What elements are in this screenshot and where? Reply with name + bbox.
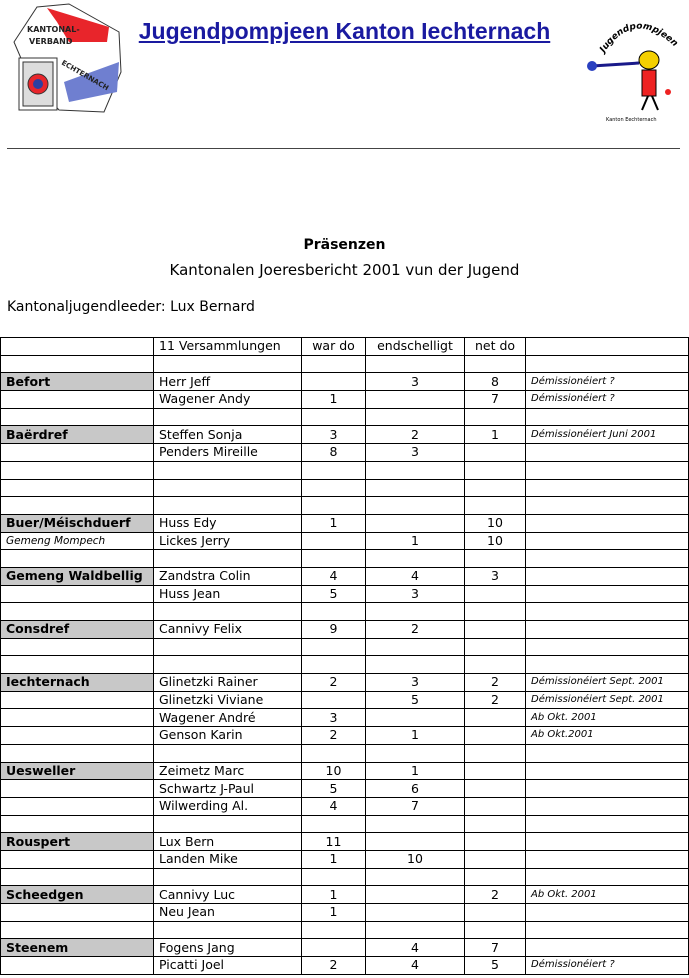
group-cell xyxy=(1,727,154,745)
present-count-cell xyxy=(302,691,366,709)
member-name-cell: Lux Bern xyxy=(154,833,302,851)
excused-count-cell xyxy=(366,391,465,409)
remark-cell xyxy=(526,939,689,957)
absent-count-cell xyxy=(465,762,526,780)
absent-count-cell: 2 xyxy=(465,674,526,692)
group-cell: Uesweller xyxy=(1,762,154,780)
kantonalverband-logo xyxy=(9,2,124,117)
table-row xyxy=(1,921,689,939)
member-name-cell: Wagener Andy xyxy=(154,391,302,409)
remark-cell xyxy=(526,797,689,815)
excused-count-cell xyxy=(366,514,465,532)
remark-cell xyxy=(526,744,689,762)
absent-count-cell: 7 xyxy=(465,939,526,957)
present-count-cell xyxy=(302,638,366,656)
remark-cell xyxy=(526,355,689,373)
remark-cell: Ab Okt.2001 xyxy=(526,727,689,745)
absent-count-cell xyxy=(465,444,526,462)
remark-cell xyxy=(526,833,689,851)
group-cell xyxy=(1,355,154,373)
member-name-cell xyxy=(154,815,302,833)
group-cell xyxy=(1,603,154,621)
absent-count-cell xyxy=(465,408,526,426)
excused-count-cell: 1 xyxy=(366,532,465,550)
absent-count-cell xyxy=(465,868,526,886)
group-cell xyxy=(1,408,154,426)
excused-count-cell: 2 xyxy=(366,426,465,444)
member-name-cell: Fogens Jang xyxy=(154,939,302,957)
present-count-cell xyxy=(302,479,366,497)
table-row xyxy=(1,603,689,621)
remark-cell xyxy=(526,514,689,532)
table-row xyxy=(1,904,689,922)
absent-count-cell xyxy=(465,797,526,815)
member-name-cell xyxy=(154,461,302,479)
remark-cell xyxy=(526,921,689,939)
present-count-cell: 9 xyxy=(302,621,366,639)
absent-count-cell xyxy=(465,497,526,515)
absent-count-cell: 10 xyxy=(465,514,526,532)
header-cell-excused: endschelligt xyxy=(366,338,465,356)
present-count-cell: 4 xyxy=(302,567,366,585)
table-row xyxy=(1,797,689,815)
excused-count-cell: 3 xyxy=(366,674,465,692)
excused-count-cell xyxy=(366,550,465,568)
absent-count-cell xyxy=(465,833,526,851)
svg-text:KANTONAL-: KANTONAL- xyxy=(27,25,80,34)
present-count-cell xyxy=(302,868,366,886)
present-count-cell: 11 xyxy=(302,833,366,851)
present-count-cell: 5 xyxy=(302,585,366,603)
group-cell xyxy=(1,550,154,568)
present-count-cell xyxy=(302,550,366,568)
header-cell-remark xyxy=(526,338,689,356)
excused-count-cell: 10 xyxy=(366,850,465,868)
document-title: Jugendpompjeen Kanton Iechternach xyxy=(138,18,551,44)
present-count-cell: 3 xyxy=(302,426,366,444)
member-name-cell xyxy=(154,744,302,762)
group-cell: Consdref xyxy=(1,621,154,639)
absent-count-cell: 3 xyxy=(465,567,526,585)
header-divider xyxy=(7,148,680,149)
remark-cell xyxy=(526,656,689,674)
table-row xyxy=(1,514,689,532)
remark-cell: Démissionéiert Sept. 2001 xyxy=(526,691,689,709)
report-subheading: Kantonalen Joeresbericht 2001 vun der Jugend xyxy=(169,261,520,279)
remark-cell: Démissionéiert ? xyxy=(526,957,689,975)
present-count-cell xyxy=(302,373,366,391)
present-count-cell xyxy=(302,532,366,550)
excused-count-cell xyxy=(366,603,465,621)
present-count-cell xyxy=(302,939,366,957)
remark-cell xyxy=(526,780,689,798)
excused-count-cell: 4 xyxy=(366,957,465,975)
member-name-cell: Cannivy Felix xyxy=(154,621,302,639)
group-cell: Buer/Méischduerf xyxy=(1,514,154,532)
remark-cell xyxy=(526,585,689,603)
excused-count-cell xyxy=(366,815,465,833)
group-cell: Iechternach xyxy=(1,674,154,692)
excused-count-cell xyxy=(366,355,465,373)
group-cell xyxy=(1,479,154,497)
group-cell xyxy=(1,957,154,975)
group-cell xyxy=(1,638,154,656)
present-count-cell: 1 xyxy=(302,514,366,532)
table-row xyxy=(1,497,689,515)
excused-count-cell: 3 xyxy=(366,373,465,391)
remark-cell xyxy=(526,603,689,621)
remark-cell xyxy=(526,532,689,550)
remark-cell: Démissionéiert Juni 2001 xyxy=(526,426,689,444)
absent-count-cell xyxy=(465,780,526,798)
absent-count-cell xyxy=(465,621,526,639)
absent-count-cell xyxy=(465,850,526,868)
remark-cell xyxy=(526,868,689,886)
absent-count-cell xyxy=(465,638,526,656)
member-name-cell: Lickes Jerry xyxy=(154,532,302,550)
excused-count-cell xyxy=(366,868,465,886)
table-row xyxy=(1,850,689,868)
member-name-cell xyxy=(154,868,302,886)
table-row xyxy=(1,444,689,462)
remark-cell: Démissionéiert ? xyxy=(526,373,689,391)
svg-text:VERBAND: VERBAND xyxy=(29,37,73,46)
remark-cell: Ab Okt. 2001 xyxy=(526,709,689,727)
member-name-cell: Cannivy Luc xyxy=(154,886,302,904)
group-cell xyxy=(1,585,154,603)
table-row xyxy=(1,727,689,745)
group-cell: Gemeng Mompech xyxy=(1,532,154,550)
absent-count-cell xyxy=(465,461,526,479)
member-name-cell xyxy=(154,921,302,939)
excused-count-cell xyxy=(366,497,465,515)
absent-count-cell: 5 xyxy=(465,957,526,975)
table-row xyxy=(1,957,689,975)
table-row xyxy=(1,656,689,674)
present-count-cell xyxy=(302,815,366,833)
excused-count-cell xyxy=(366,744,465,762)
group-cell xyxy=(1,850,154,868)
remark-cell xyxy=(526,762,689,780)
absent-count-cell xyxy=(465,744,526,762)
excused-count-cell: 4 xyxy=(366,939,465,957)
group-cell xyxy=(1,497,154,515)
group-cell xyxy=(1,868,154,886)
member-name-cell: Wagener André xyxy=(154,709,302,727)
table-row xyxy=(1,426,689,444)
group-cell xyxy=(1,444,154,462)
header-cell-meetings: 11 Versammlungen xyxy=(154,338,302,356)
excused-count-cell xyxy=(366,886,465,904)
absent-count-cell: 1 xyxy=(465,426,526,444)
member-name-cell: Zeimetz Marc xyxy=(154,762,302,780)
absent-count-cell xyxy=(465,921,526,939)
excused-count-cell xyxy=(366,461,465,479)
present-count-cell xyxy=(302,921,366,939)
absent-count-cell xyxy=(465,550,526,568)
member-name-cell: Wilwerding Al. xyxy=(154,797,302,815)
group-cell: Gemeng Waldbellig xyxy=(1,567,154,585)
present-count-cell: 8 xyxy=(302,444,366,462)
member-name-cell xyxy=(154,638,302,656)
header-cell-group xyxy=(1,338,154,356)
excused-count-cell: 7 xyxy=(366,797,465,815)
header-cell-absent: net do xyxy=(465,338,526,356)
excused-count-cell: 6 xyxy=(366,780,465,798)
group-cell xyxy=(1,656,154,674)
member-name-cell xyxy=(154,656,302,674)
member-name-cell: Huss Jean xyxy=(154,585,302,603)
absent-count-cell xyxy=(465,479,526,497)
remark-cell xyxy=(526,850,689,868)
present-count-cell: 2 xyxy=(302,957,366,975)
excused-count-cell xyxy=(366,656,465,674)
present-count-cell xyxy=(302,461,366,479)
present-count-cell: 1 xyxy=(302,850,366,868)
group-cell: Steenem xyxy=(1,939,154,957)
table-row xyxy=(1,833,689,851)
group-cell xyxy=(1,797,154,815)
member-name-cell xyxy=(154,603,302,621)
member-name-cell: Neu Jean xyxy=(154,904,302,922)
header-cell-present: war do xyxy=(302,338,366,356)
absent-count-cell xyxy=(465,603,526,621)
svg-text:ECHTERNACH: ECHTERNACH xyxy=(60,58,110,93)
present-count-cell: 4 xyxy=(302,797,366,815)
group-cell xyxy=(1,744,154,762)
group-cell xyxy=(1,904,154,922)
present-count-cell xyxy=(302,603,366,621)
table-row xyxy=(1,762,689,780)
absent-count-cell: 2 xyxy=(465,691,526,709)
remark-cell xyxy=(526,479,689,497)
present-count-cell: 2 xyxy=(302,727,366,745)
excused-count-cell: 1 xyxy=(366,727,465,745)
absent-count-cell xyxy=(465,656,526,674)
table-header-row xyxy=(1,338,689,356)
excused-count-cell: 4 xyxy=(366,567,465,585)
excused-count-cell xyxy=(366,904,465,922)
member-name-cell: Genson Karin xyxy=(154,727,302,745)
excused-count-cell xyxy=(366,709,465,727)
excused-count-cell: 1 xyxy=(366,762,465,780)
absent-count-cell xyxy=(465,904,526,922)
excused-count-cell: 5 xyxy=(366,691,465,709)
group-cell xyxy=(1,921,154,939)
svg-text:Jugendpompjeen: Jugendpompjeen xyxy=(598,21,680,55)
remark-cell xyxy=(526,904,689,922)
remark-cell: Ab Okt. 2001 xyxy=(526,886,689,904)
table-row xyxy=(1,532,689,550)
attendance-table xyxy=(0,337,689,975)
remark-cell xyxy=(526,567,689,585)
table-row xyxy=(1,621,689,639)
group-cell xyxy=(1,815,154,833)
member-name-cell: Picatti Joel xyxy=(154,957,302,975)
remark-cell xyxy=(526,550,689,568)
table-row xyxy=(1,886,689,904)
remark-cell xyxy=(526,408,689,426)
table-row xyxy=(1,391,689,409)
absent-count-cell xyxy=(465,585,526,603)
excused-count-cell: 3 xyxy=(366,444,465,462)
member-name-cell: Schwartz J-Paul xyxy=(154,780,302,798)
table-row xyxy=(1,939,689,957)
svg-text:Kanton Eechternach: Kanton Eechternach xyxy=(606,117,657,123)
present-count-cell xyxy=(302,656,366,674)
absent-count-cell xyxy=(465,727,526,745)
excused-count-cell xyxy=(366,408,465,426)
group-cell xyxy=(1,691,154,709)
present-count-cell xyxy=(302,408,366,426)
member-name-cell: Herr Jeff xyxy=(154,373,302,391)
excused-count-cell xyxy=(366,638,465,656)
group-cell xyxy=(1,461,154,479)
remark-cell: Démissionéiert ? xyxy=(526,391,689,409)
table-row xyxy=(1,868,689,886)
present-count-cell: 1 xyxy=(302,886,366,904)
present-count-cell xyxy=(302,355,366,373)
table-row xyxy=(1,709,689,727)
member-name-cell xyxy=(154,550,302,568)
absent-count-cell: 10 xyxy=(465,532,526,550)
group-cell: Befort xyxy=(1,373,154,391)
present-count-cell xyxy=(302,497,366,515)
member-name-cell xyxy=(154,479,302,497)
table-row xyxy=(1,479,689,497)
excused-count-cell xyxy=(366,833,465,851)
table-row xyxy=(1,585,689,603)
excused-count-cell xyxy=(366,921,465,939)
excused-count-cell: 3 xyxy=(366,585,465,603)
absent-count-cell: 7 xyxy=(465,391,526,409)
member-name-cell xyxy=(154,355,302,373)
table-row xyxy=(1,638,689,656)
table-row xyxy=(1,461,689,479)
member-name-cell: Glinetzki Viviane xyxy=(154,691,302,709)
table-row xyxy=(1,408,689,426)
absent-count-cell xyxy=(465,815,526,833)
table-row xyxy=(1,744,689,762)
group-cell xyxy=(1,709,154,727)
remark-cell xyxy=(526,444,689,462)
table-row xyxy=(1,567,689,585)
member-name-cell: Steffen Sonja xyxy=(154,426,302,444)
member-name-cell: Penders Mireille xyxy=(154,444,302,462)
remark-cell xyxy=(526,461,689,479)
member-name-cell: Huss Edy xyxy=(154,514,302,532)
table-row xyxy=(1,780,689,798)
section-heading: Präsenzen xyxy=(303,237,386,253)
remark-cell xyxy=(526,638,689,656)
member-name-cell: Glinetzki Rainer xyxy=(154,674,302,692)
member-name-cell: Landen Mike xyxy=(154,850,302,868)
table-row xyxy=(1,815,689,833)
jugendpompjeen-mascot-logo xyxy=(584,8,684,128)
table-row xyxy=(1,674,689,692)
remark-cell xyxy=(526,621,689,639)
member-name-cell xyxy=(154,408,302,426)
present-count-cell: 1 xyxy=(302,391,366,409)
excused-count-cell: 2 xyxy=(366,621,465,639)
absent-count-cell xyxy=(465,709,526,727)
group-cell: Rouspert xyxy=(1,833,154,851)
member-name-cell xyxy=(154,497,302,515)
absent-count-cell xyxy=(465,355,526,373)
group-cell xyxy=(1,391,154,409)
youth-leader-line: Kantonaljugendleeder: Lux Bernard xyxy=(7,299,255,315)
present-count-cell: 3 xyxy=(302,709,366,727)
group-cell: Baërdref xyxy=(1,426,154,444)
group-cell xyxy=(1,780,154,798)
absent-count-cell: 8 xyxy=(465,373,526,391)
present-count-cell: 2 xyxy=(302,674,366,692)
excused-count-cell xyxy=(366,479,465,497)
table-row xyxy=(1,550,689,568)
present-count-cell: 10 xyxy=(302,762,366,780)
present-count-cell: 5 xyxy=(302,780,366,798)
remark-cell xyxy=(526,815,689,833)
present-count-cell xyxy=(302,744,366,762)
table-row xyxy=(1,355,689,373)
present-count-cell: 1 xyxy=(302,904,366,922)
remark-cell xyxy=(526,497,689,515)
table-row xyxy=(1,373,689,391)
absent-count-cell: 2 xyxy=(465,886,526,904)
table-row xyxy=(1,691,689,709)
remark-cell: Démissionéiert Sept. 2001 xyxy=(526,674,689,692)
group-cell: Scheedgen xyxy=(1,886,154,904)
member-name-cell: Zandstra Colin xyxy=(154,567,302,585)
